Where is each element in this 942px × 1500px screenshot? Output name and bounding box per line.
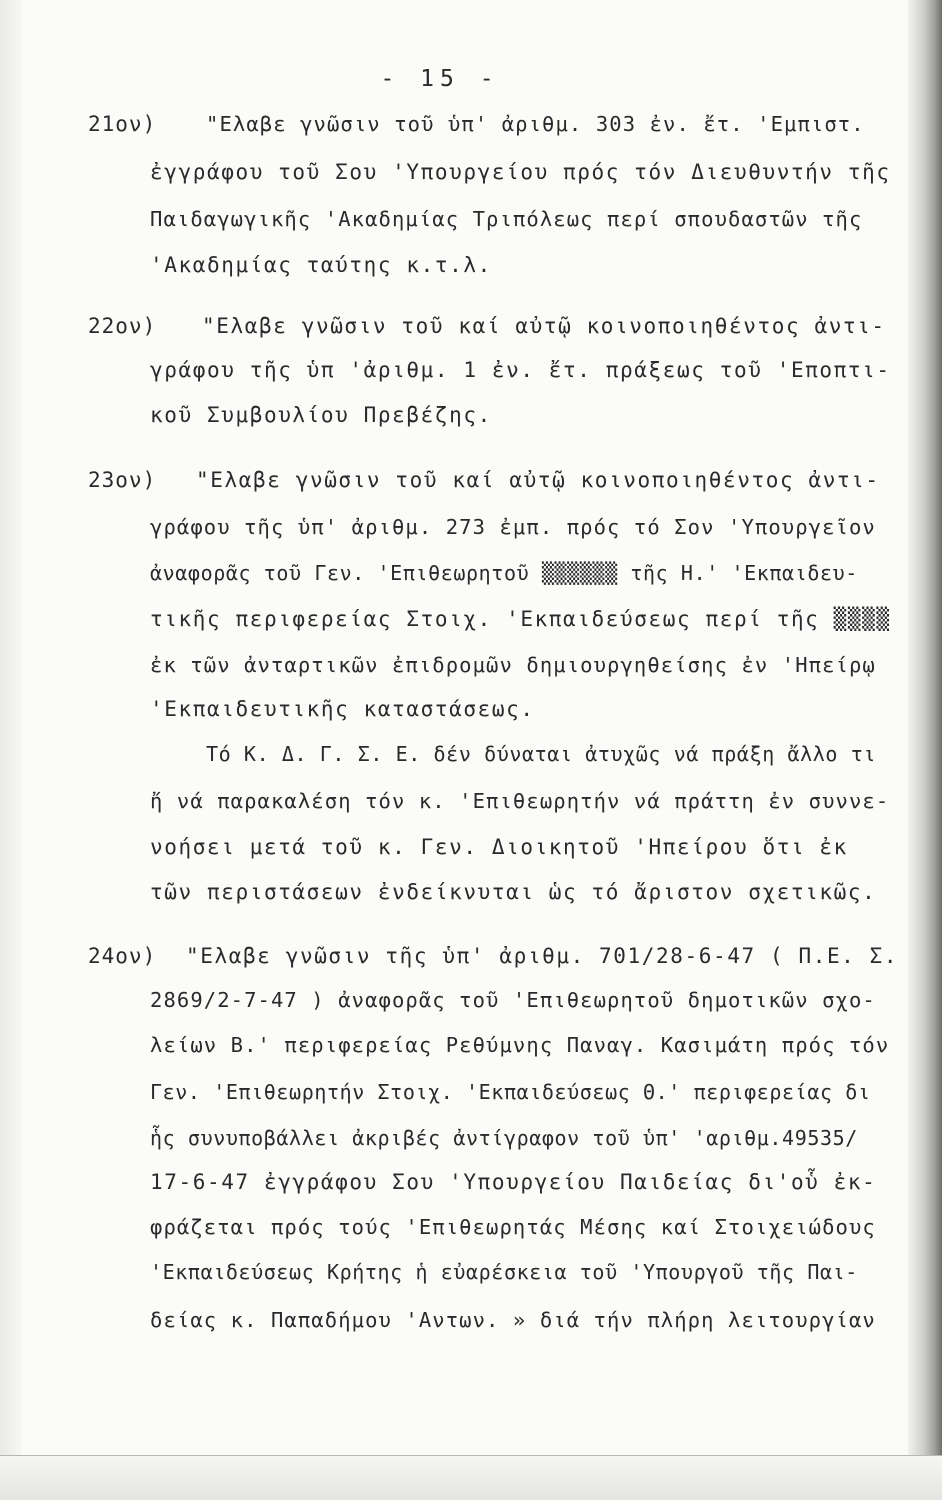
text-line: νοήσει μετά τοῦ κ. Γεν. Διοικητοῦ 'Ηπείρου ὅτι ἐκ <box>150 835 848 859</box>
entry-number: 21ον) <box>88 112 157 136</box>
scan-binding-edge <box>908 0 942 1500</box>
text-line: δείας κ. Παπαδήμου 'Αντων. » διά τήν πλήρη λειτουργίαν <box>150 1308 876 1332</box>
text-line: 17-6-47 ἐγγράφου Σου 'Υπουργείου Παιδείας δι'οὗ ἐκ- <box>150 1170 877 1194</box>
text-line: 2869/2-7-47 ) ἀναφορᾶς τοῦ 'Επιθεωρητοῦ δημοτικῶν σχο- <box>150 988 876 1012</box>
text-line: τῶν περιστάσεων ἐνδείκνυται ὡς τό ἄριστον σχετικῶς. <box>150 880 877 904</box>
text-line: τικῆς περιφερείας Στοιχ. 'Εκπαιδεύσεως περί τῆς ▒▒▒▒ <box>150 607 891 631</box>
text-line: Γεν. 'Επιθεωρητήν Στοιχ. 'Εκπαιδεύσεως Θ.' περιφερείας δι <box>150 1080 871 1104</box>
text-line: 'Ακαδημίας ταύτης κ.τ.λ. <box>150 253 492 277</box>
page-number: - 15 - <box>380 66 500 92</box>
entry-number: 23ον) <box>88 468 157 492</box>
text-line: ἐγγράφου τοῦ Σου 'Υπουργείου πρός τόν Διευθυντήν τῆς <box>150 160 891 184</box>
text-line: ἐκ τῶν ἀνταρτικῶν ἐπιδρομῶν δημιουργηθείσης ἐν 'Ηπείρῳ <box>150 653 876 677</box>
text-line: γράφου τῆς ὑπ' ἀριθμ. 273 ἐμπ. πρός τό Σον 'Υπουργεῖον <box>150 515 876 539</box>
text-line: "Ελαβε γνῶσιν τοῦ ὑπ' ἀριθμ. 303 ἐν. ἔτ. 'Εμπιστ. <box>206 112 865 136</box>
text-line: "Ελαβε γνῶσιν τῆς ὑπ' ἀριθμ. 701/28-6-47 ( Π.Ε. Σ. <box>186 944 899 968</box>
text-line: φράζεται πρός τούς 'Επιθεωρητάς Μέσης καί Στοιχειώδους <box>150 1215 876 1239</box>
text-line: κοῦ Συμβουλίου Πρεβέζης. <box>150 403 492 427</box>
text-line: γράφου τῆς ὑπ 'ἀριθμ. 1 ἐν. ἔτ. πράξεως τοῦ 'Εποπτι- <box>150 358 891 382</box>
scan-bottom-edge <box>0 1455 942 1500</box>
text-line: 'Εκπαιδευτικῆς καταστάσεως. <box>150 697 535 721</box>
text-line: 'Εκπαιδεύσεως Κρήτης ἡ εὐαρέσκεια τοῦ 'Υπουργοῦ τῆς Παι- <box>150 1260 858 1284</box>
text-line: Τό Κ. Δ. Γ. Σ. Ε. δέν δύναται ἀτυχῶς νά πράξη ἄλλο τι <box>206 742 876 766</box>
text-line: λείων Β.' περιφερείας Ρεθύμνης Παναγ. Κασιμάτη πρός τόν <box>150 1033 890 1057</box>
entry-number: 22ον) <box>88 314 157 338</box>
text-line: ἧς συνυποβάλλει ἀκριβές ἀντίγραφον τοῦ ὑπ' 'αριθμ.49535/ <box>150 1126 858 1150</box>
scan-left-edge <box>0 0 22 1500</box>
text-line: ἀναφορᾶς τοῦ Γεν. 'Επιθεωρητοῦ ▒▒▒▒▒▒ τῆς Η.' 'Εκπαιδευ- <box>150 561 858 585</box>
text-line: "Ελαβε γνῶσιν τοῦ καί αὐτῷ κοινοποιηθέντος ἀντι- <box>196 468 880 492</box>
text-line: "Ελαβε γνῶσιν τοῦ καί αὐτῷ κοινοποιηθέντος ἀντι- <box>202 314 886 338</box>
text-line: ἤ νά παρακαλέση τόν κ. 'Επιθεωρητήν νά πράττη ἐν συννε- <box>150 789 890 813</box>
entry-number: 24ον) <box>88 944 157 968</box>
text-line: Παιδαγωγικῆς 'Ακαδημίας Τριπόλεως περί σπουδαστῶν τῆς <box>150 207 863 231</box>
